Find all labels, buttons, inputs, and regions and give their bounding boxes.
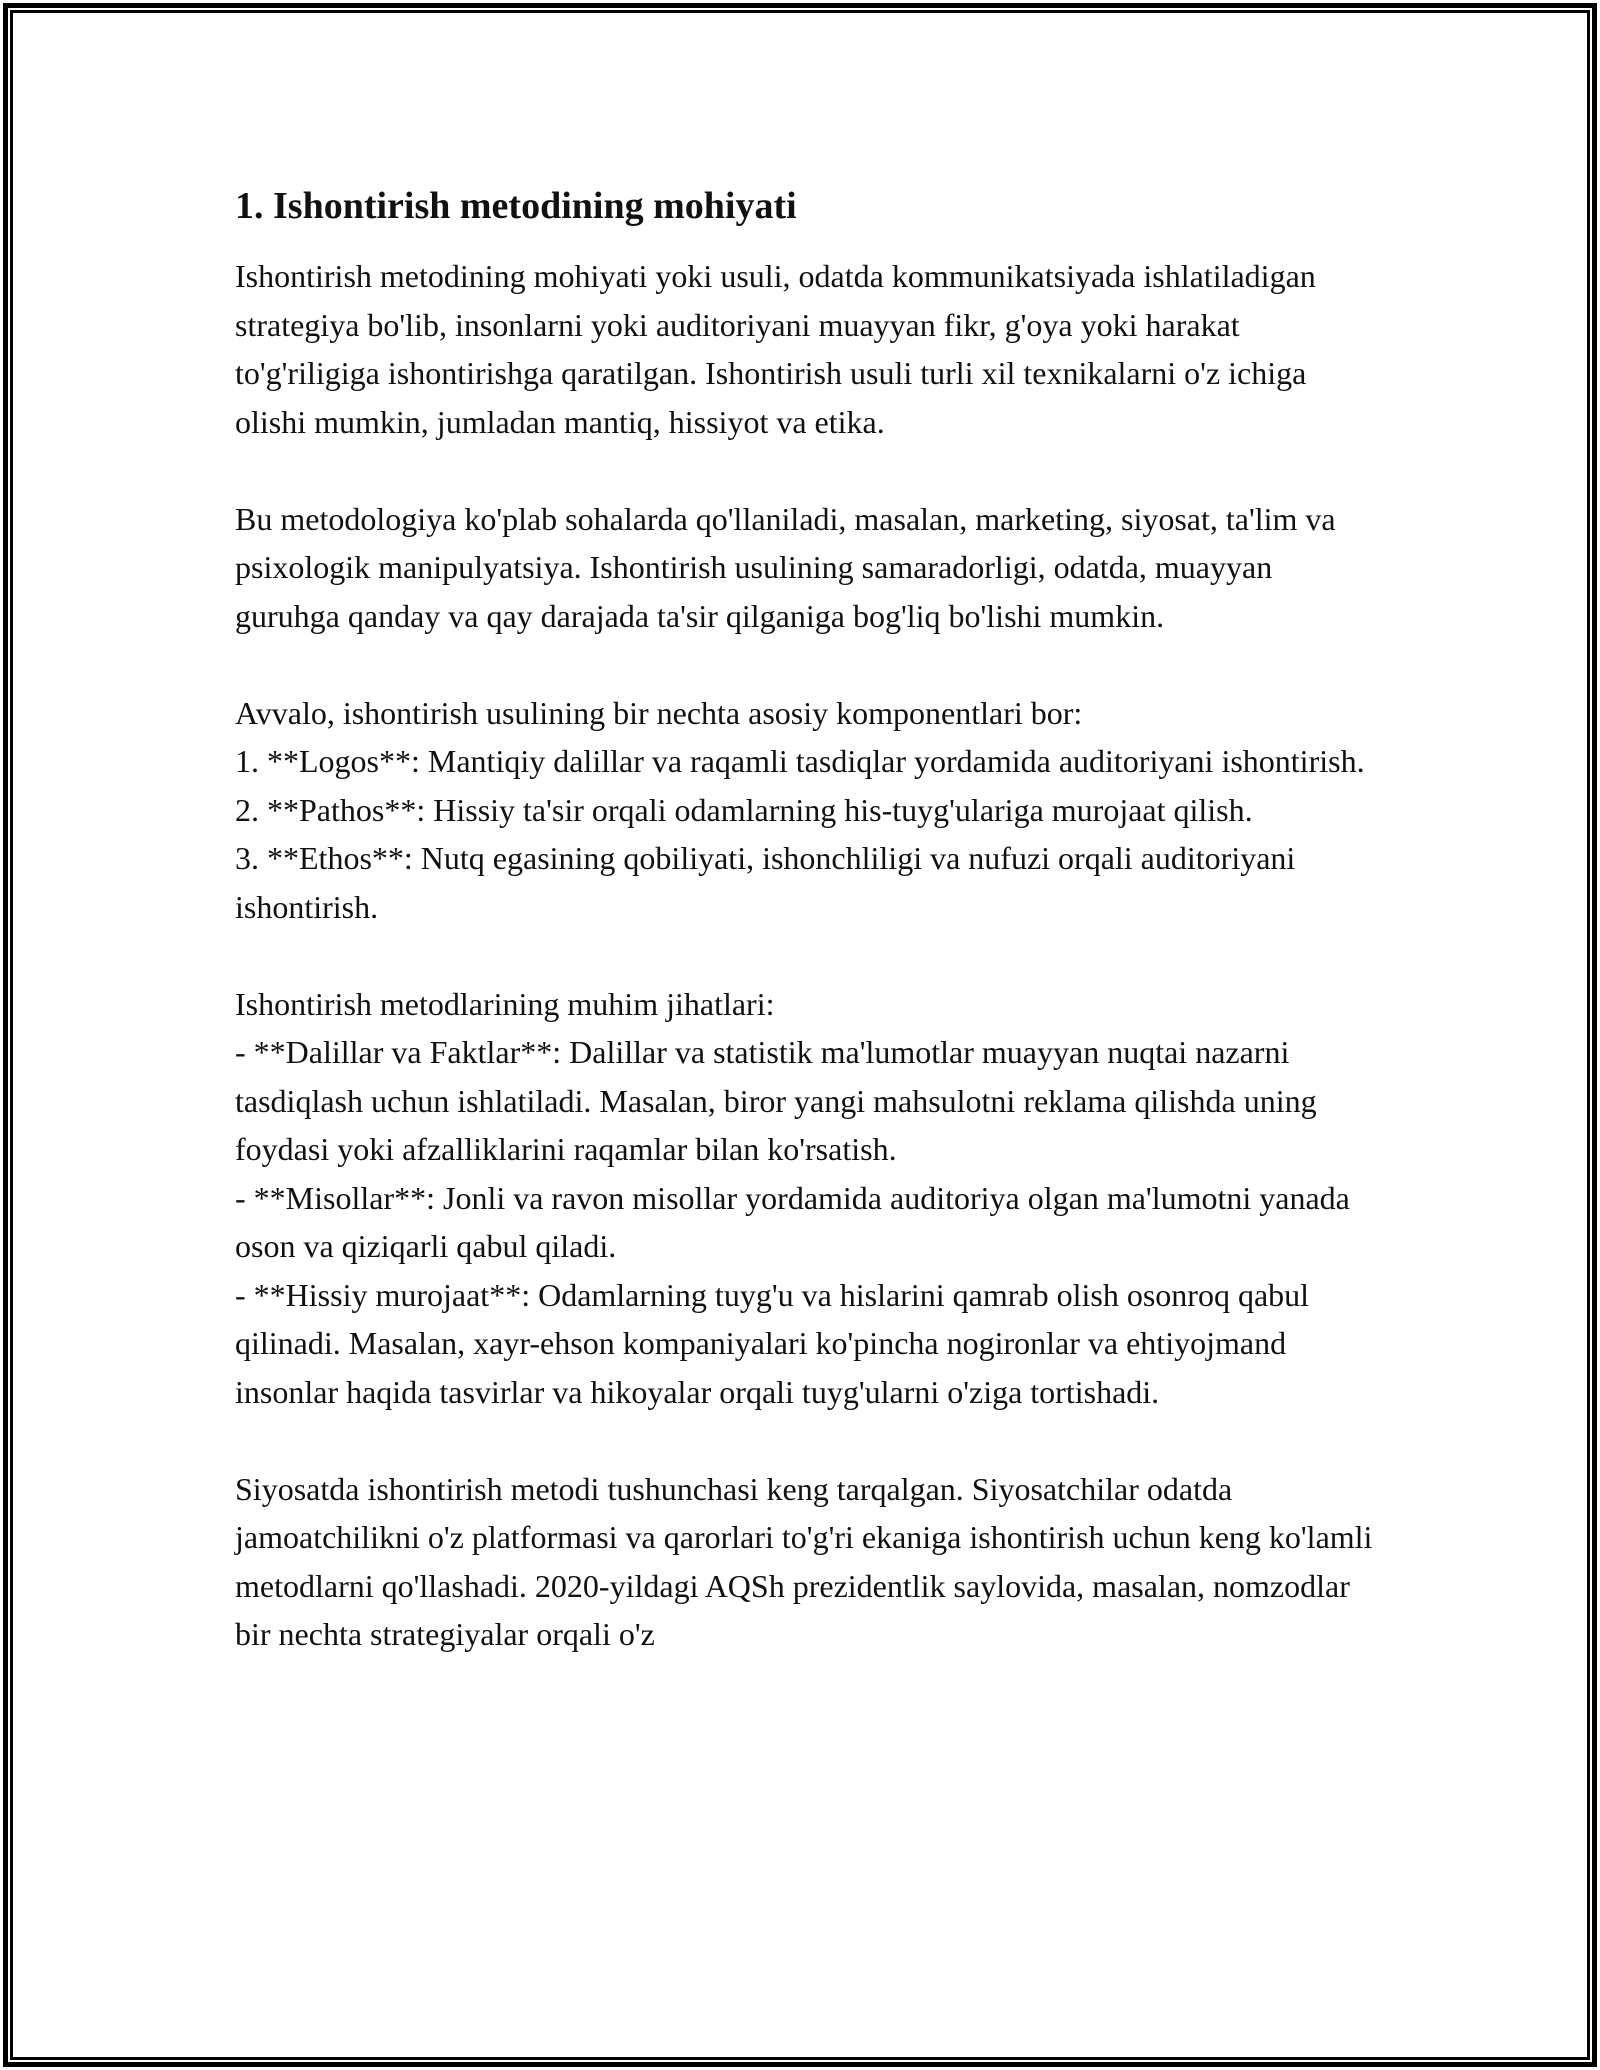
paragraph-politics: Siyosatda ishontirish metodi tushunchasi keng tarqalgan. Siyosatchilar odatda jamoatchilikni o'z platformasi va qarorlari to'g'ri ekaniga ishontirish uchun keng ko'lamli metodlarni qo'llashadi. 2020-yildagi AQSh prezidentlik saylovida, masalan, nomzodlar bir nechta strategiyalar orqali o'z — [235, 1470, 1373, 1652]
paragraph-fields: Bu metodologiya ko'plab sohalarda qo'llaniladi, masalan, marketing, siyosat, ta'lim va psixologik manipulyatsiya. Ishontirish usulining samaradorligi, odatda, muayyan guruhga qanday va qay darajada ta'sir qilganiga bog'liq bo'lishi mumkin. — [235, 500, 1336, 634]
paragraph-aspects: Ishontirish metodlarining muhim jihatlari: - **Dalillar va Faktlar**: Dalillar va statistik ma'lumotlar muayyan nuqtai nazarni tasdiqlash uchun ishlatiladi. Masalan, biror yangi mahsulotni reklama qilishda uning foydasi yoki afzalliklarini raqamlar bilan ko'rsatish. - **Misollar**: Jonli va ravon misollar yordamida auditoriya olgan ma'lumotni yanada oson va qiziqarli qabul qiladi. - **Hissiy murojaat**: Odamlarning tuyg'u va hislarini qamrab olish osonroq qabul qilinadi. Masalan, xayr-ehson kompaniyalari ko'pincha nogironlar va ehtiyojmand insonlar haqida tasvirlar va hikoyalar orqali tuyg'ularni o'ziga tortishadi. — [235, 985, 1350, 1410]
paragraph-components: Avvalo, ishontirish usulining bir nechta asosiy komponentlari bor: 1. **Logos**: Mantiqiy dalillar va raqamli tasdiqlar yordamida auditoriyani ishontirish. 2. **Pathos**: Hissiy ta'sir orqali odamlarning his-tuyg'ulariga murojaat qilish. 3. **Ethos**: Nutq egasining qobiliyati, ishonchliligi va nufuzi orqali auditoriyani ishontirish. — [235, 694, 1365, 925]
paragraph-intro: Ishontirish metodining mohiyati yoki usuli, odatda kommunikatsiyada ishlatiladigan strategiya bo'lib, insonlarni yoki auditoriyani muayyan fikr, g'oya yoki harakat to'g'riligiga ishontirishga qaratilgan. Ishontirish usuli turli xil texnikalarni o'z ichiga olishi mumkin, jumladan mantiq, hissiyot va etika. — [235, 258, 1316, 440]
document-body — [235, 182, 1375, 1659]
section-heading: 1. Ishontirish metodining mohiyati — [235, 185, 797, 227]
